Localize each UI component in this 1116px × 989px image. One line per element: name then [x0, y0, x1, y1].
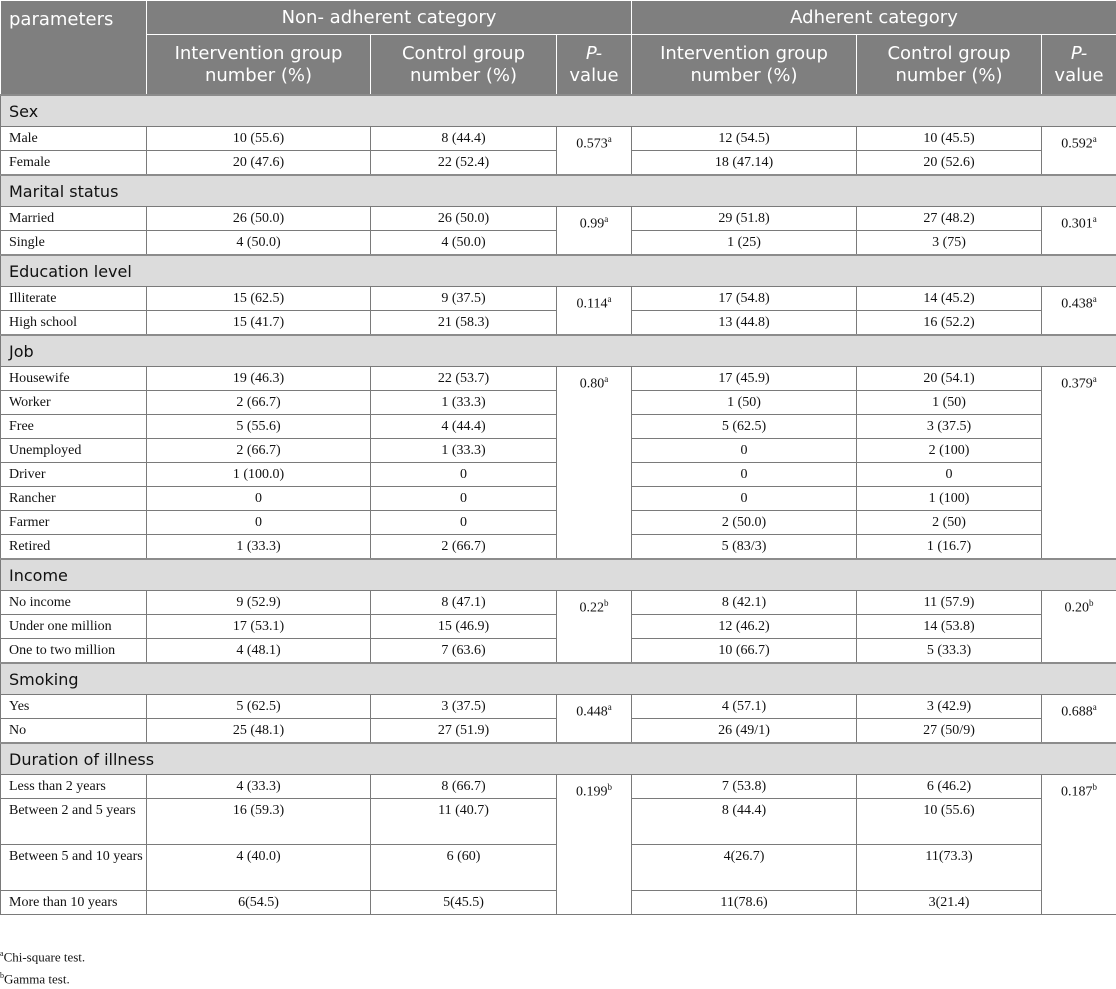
adherent-control-cell: 27 (48.2) — [857, 207, 1042, 231]
adherent-intervention-cell: 17 (45.9) — [632, 367, 857, 391]
non-adherent-header: Non- adherent category — [147, 1, 632, 35]
non-adherent-intervention-cell: 0 — [147, 487, 371, 511]
p-value-test-mark: b — [1089, 598, 1094, 608]
adherent-intervention-cell: 5 (83/3) — [632, 535, 857, 560]
non-adherent-control-cell: 1 (33.3) — [371, 391, 557, 415]
row-label: Between 5 and 10 years — [1, 845, 147, 891]
adherent-intervention-cell: 8 (44.4) — [632, 799, 857, 845]
non-adherent-intervention-cell: 25 (48.1) — [147, 719, 371, 744]
non-adherent-control-cell: 6 (60) — [371, 845, 557, 891]
non-adherent-control-cell: 4 (50.0) — [371, 231, 557, 256]
non-adherent-intervention-cell: 1 (100.0) — [147, 463, 371, 487]
p-value-text: 0.592 — [1061, 137, 1093, 152]
p-value-test-mark: a — [1093, 134, 1097, 144]
adherent-control-cell: 2 (100) — [857, 439, 1042, 463]
table-row — [1, 695, 1116, 719]
row-label: Rancher — [1, 487, 147, 511]
row-label: Free — [1, 415, 147, 439]
adherent-intervention-cell: 17 (54.8) — [632, 287, 857, 311]
non-adherent-intervention-cell: 2 (66.7) — [147, 391, 371, 415]
footnote-mark: b — [0, 971, 4, 980]
p-value-test-mark: a — [604, 214, 608, 224]
adherent-p-value-cell — [1042, 695, 1116, 744]
non-adherent-control-cell: 22 (52.4) — [371, 151, 557, 176]
non-adherent-control-cell: 8 (47.1) — [371, 591, 557, 615]
adherent-control-cell: 2 (50) — [857, 511, 1042, 535]
row-label: Unemployed — [1, 439, 147, 463]
p-value-text: 0.688 — [1061, 705, 1093, 720]
section-title: Sex — [1, 95, 1116, 127]
adherent-control-header — [857, 35, 1042, 96]
non-adherent-p-value-cell — [557, 287, 632, 336]
adherent-p-value-cell — [1042, 287, 1116, 336]
row-label: No income — [1, 591, 147, 615]
adherent-control-cell: 27 (50/9) — [857, 719, 1042, 744]
adherent-intervention-cell: 13 (44.8) — [632, 311, 857, 336]
p-value-text: 0.199 — [576, 785, 608, 800]
non-adherent-p-value-cell — [557, 207, 632, 256]
adherent-intervention-cell: 1 (50) — [632, 391, 857, 415]
parameters-header: parameters — [1, 1, 147, 96]
row-label: No — [1, 719, 147, 744]
p-value-test-mark: b — [608, 782, 613, 792]
adherent-p-value-cell — [1042, 207, 1116, 256]
adherent-header: Adherent category — [632, 1, 1116, 35]
table-row — [1, 287, 1116, 311]
adherent-intervention-cell: 12 (46.2) — [632, 615, 857, 639]
adherent-intervention-cell: 11(78.6) — [632, 891, 857, 915]
non-adherent-intervention-cell: 26 (50.0) — [147, 207, 371, 231]
non-adherent-intervention-cell: 5 (55.6) — [147, 415, 371, 439]
table-body — [1, 95, 1116, 915]
non-adherent-control-cell: 27 (51.9) — [371, 719, 557, 744]
adherent-p-value-header — [1042, 35, 1116, 96]
non-adherent-p-value-cell — [557, 591, 632, 664]
p-value-text: 0.114 — [577, 297, 608, 312]
header-text: value — [1054, 65, 1103, 86]
table-row — [1, 367, 1116, 391]
adherent-control-cell: 20 (54.1) — [857, 367, 1042, 391]
adherent-control-cell: 11 (57.9) — [857, 591, 1042, 615]
p-value-test-mark: a — [608, 702, 612, 712]
p-value-text: 0.448 — [576, 705, 608, 720]
row-label: Single — [1, 231, 147, 256]
footnote — [0, 966, 85, 988]
section-row — [1, 335, 1116, 367]
adherent-control-cell: 1 (100) — [857, 487, 1042, 511]
header-text: number (%) — [690, 65, 797, 86]
row-label: Yes — [1, 695, 147, 719]
header-row-2 — [1, 35, 1116, 96]
adherent-intervention-cell: 7 (53.8) — [632, 775, 857, 799]
adherent-intervention-cell: 0 — [632, 439, 857, 463]
non-adherent-intervention-cell: 2 (66.7) — [147, 439, 371, 463]
adherent-intervention-cell: 4 (57.1) — [632, 695, 857, 719]
p-value-test-mark: a — [607, 294, 611, 304]
section-title: Job — [1, 335, 1116, 367]
section-title: Duration of illness — [1, 743, 1116, 775]
p-value-text: 0.301 — [1061, 217, 1093, 232]
p-value-test-mark: a — [608, 134, 612, 144]
non-adherent-control-cell: 9 (37.5) — [371, 287, 557, 311]
section-row — [1, 743, 1116, 775]
non-adherent-control-cell: 11 (40.7) — [371, 799, 557, 845]
non-adherent-intervention-cell: 17 (53.1) — [147, 615, 371, 639]
non-adherent-control-cell: 7 (63.6) — [371, 639, 557, 664]
adherent-intervention-cell: 0 — [632, 463, 857, 487]
non-adherent-control-cell: 8 (66.7) — [371, 775, 557, 799]
row-label: Male — [1, 127, 147, 151]
adherent-intervention-header — [632, 35, 857, 96]
header-text: P- — [1071, 43, 1087, 64]
section-title: Marital status — [1, 175, 1116, 207]
adherent-intervention-cell: 26 (49/1) — [632, 719, 857, 744]
footnote-mark: a — [0, 949, 4, 958]
non-adherent-intervention-cell: 9 (52.9) — [147, 591, 371, 615]
adherent-intervention-cell: 1 (25) — [632, 231, 857, 256]
non-adherent-intervention-cell: 19 (46.3) — [147, 367, 371, 391]
non-adherent-intervention-cell: 0 — [147, 511, 371, 535]
table-row — [1, 591, 1116, 615]
adherent-intervention-cell: 4(26.7) — [632, 845, 857, 891]
adherent-control-cell: 5 (33.3) — [857, 639, 1042, 664]
section-row — [1, 663, 1116, 695]
p-value-text: 0.80 — [580, 377, 605, 392]
header-text: value — [569, 65, 618, 86]
adherent-control-cell: 20 (52.6) — [857, 151, 1042, 176]
row-label: Less than 2 years — [1, 775, 147, 799]
adherent-intervention-cell: 12 (54.5) — [632, 127, 857, 151]
non-adherent-control-cell: 21 (58.3) — [371, 311, 557, 336]
adherent-intervention-cell: 10 (66.7) — [632, 639, 857, 664]
header-text: Intervention group — [175, 43, 343, 64]
non-adherent-intervention-cell: 5 (62.5) — [147, 695, 371, 719]
p-value-text: 0.22 — [580, 601, 605, 616]
section-row — [1, 559, 1116, 591]
p-value-test-mark: a — [1093, 214, 1097, 224]
row-label: One to two million — [1, 639, 147, 664]
p-value-text: 0.187 — [1061, 785, 1093, 800]
adherent-intervention-cell: 8 (42.1) — [632, 591, 857, 615]
p-value-test-mark: a — [1093, 702, 1097, 712]
footnotes — [0, 944, 85, 989]
p-value-test-mark: a — [1093, 294, 1097, 304]
header-text: number (%) — [895, 65, 1002, 86]
adherent-control-cell: 1 (50) — [857, 391, 1042, 415]
adherent-control-cell: 10 (45.5) — [857, 127, 1042, 151]
row-label: Between 2 and 5 years — [1, 799, 147, 845]
adherent-control-cell: 3(21.4) — [857, 891, 1042, 915]
p-value-test-mark: b — [604, 598, 609, 608]
non-adherent-intervention-cell: 4 (33.3) — [147, 775, 371, 799]
header-row-1 — [1, 1, 1116, 35]
p-value-text: 0.20 — [1065, 601, 1090, 616]
section-title: Education level — [1, 255, 1116, 287]
adherent-control-cell: 3 (42.9) — [857, 695, 1042, 719]
header-text: P- — [586, 43, 602, 64]
p-value-test-mark: a — [604, 374, 608, 384]
adherent-control-cell: 10 (55.6) — [857, 799, 1042, 845]
adherent-control-cell: 11(73.3) — [857, 845, 1042, 891]
row-label: High school — [1, 311, 147, 336]
adherent-intervention-cell: 2 (50.0) — [632, 511, 857, 535]
adherent-control-cell: 3 (37.5) — [857, 415, 1042, 439]
adherent-control-cell: 0 — [857, 463, 1042, 487]
non-adherent-control-cell: 4 (44.4) — [371, 415, 557, 439]
non-adherent-intervention-cell: 4 (48.1) — [147, 639, 371, 664]
adherent-intervention-cell: 18 (47.14) — [632, 151, 857, 176]
non-adherent-control-cell: 0 — [371, 487, 557, 511]
non-adherent-control-header — [371, 35, 557, 96]
non-adherent-control-cell: 0 — [371, 511, 557, 535]
non-adherent-control-cell: 3 (37.5) — [371, 695, 557, 719]
p-value-text: 0.438 — [1061, 297, 1093, 312]
non-adherent-p-value-cell — [557, 695, 632, 744]
header-text: Control group — [887, 43, 1010, 64]
p-value-text: 0.379 — [1061, 377, 1093, 392]
non-adherent-intervention-cell: 20 (47.6) — [147, 151, 371, 176]
header-text: Intervention group — [660, 43, 828, 64]
adherent-intervention-cell: 5 (62.5) — [632, 415, 857, 439]
non-adherent-intervention-cell: 4 (40.0) — [147, 845, 371, 891]
section-title: Income — [1, 559, 1116, 591]
table-row — [1, 207, 1116, 231]
adherent-control-cell: 3 (75) — [857, 231, 1042, 256]
footnote — [0, 944, 85, 966]
row-label: Married — [1, 207, 147, 231]
p-value-test-mark: a — [1093, 374, 1097, 384]
non-adherent-control-cell: 8 (44.4) — [371, 127, 557, 151]
section-row — [1, 255, 1116, 287]
non-adherent-intervention-cell: 15 (62.5) — [147, 287, 371, 311]
footnote-text: Chi-square test. — [4, 949, 86, 964]
non-adherent-intervention-cell: 4 (50.0) — [147, 231, 371, 256]
row-label: Illiterate — [1, 287, 147, 311]
non-adherent-control-cell: 5(45.5) — [371, 891, 557, 915]
non-adherent-control-cell: 0 — [371, 463, 557, 487]
non-adherent-intervention-cell: 15 (41.7) — [147, 311, 371, 336]
adherent-p-value-cell — [1042, 127, 1116, 176]
section-row — [1, 175, 1116, 207]
row-label: More than 10 years — [1, 891, 147, 915]
adherent-control-cell: 6 (46.2) — [857, 775, 1042, 799]
row-label: Driver — [1, 463, 147, 487]
p-value-text: 0.573 — [576, 137, 608, 152]
non-adherent-control-cell: 26 (50.0) — [371, 207, 557, 231]
non-adherent-intervention-cell: 6(54.5) — [147, 891, 371, 915]
non-adherent-p-value-cell — [557, 367, 632, 560]
row-label: Under one million — [1, 615, 147, 639]
non-adherent-control-cell: 15 (46.9) — [371, 615, 557, 639]
adherent-control-cell: 14 (45.2) — [857, 287, 1042, 311]
adherent-intervention-cell: 29 (51.8) — [632, 207, 857, 231]
non-adherent-intervention-cell: 10 (55.6) — [147, 127, 371, 151]
row-label: Housewife — [1, 367, 147, 391]
non-adherent-intervention-header — [147, 35, 371, 96]
section-row — [1, 95, 1116, 127]
adherent-intervention-cell: 0 — [632, 487, 857, 511]
adherent-control-cell: 16 (52.2) — [857, 311, 1042, 336]
non-adherent-control-cell: 1 (33.3) — [371, 439, 557, 463]
non-adherent-control-cell: 2 (66.7) — [371, 535, 557, 560]
non-adherent-p-value-header — [557, 35, 632, 96]
table-row — [1, 127, 1116, 151]
non-adherent-intervention-cell: 16 (59.3) — [147, 799, 371, 845]
section-title: Smoking — [1, 663, 1116, 695]
non-adherent-p-value-cell — [557, 127, 632, 176]
adherent-p-value-cell — [1042, 591, 1116, 664]
row-label: Worker — [1, 391, 147, 415]
footnote-text: Gamma test. — [4, 972, 70, 987]
header-text: number (%) — [410, 65, 517, 86]
p-value-test-mark: b — [1093, 782, 1098, 792]
adherent-control-cell: 14 (53.8) — [857, 615, 1042, 639]
adherent-p-value-cell — [1042, 367, 1116, 560]
row-label: Farmer — [1, 511, 147, 535]
row-label: Retired — [1, 535, 147, 560]
header-text: number (%) — [205, 65, 312, 86]
adherent-control-cell: 1 (16.7) — [857, 535, 1042, 560]
non-adherent-p-value-cell — [557, 775, 632, 915]
p-value-text: 0.99 — [580, 217, 605, 232]
header-text: Control group — [402, 43, 525, 64]
non-adherent-intervention-cell: 1 (33.3) — [147, 535, 371, 560]
row-label: Female — [1, 151, 147, 176]
non-adherent-control-cell: 22 (53.7) — [371, 367, 557, 391]
adherent-p-value-cell — [1042, 775, 1116, 915]
table-row — [1, 775, 1116, 799]
